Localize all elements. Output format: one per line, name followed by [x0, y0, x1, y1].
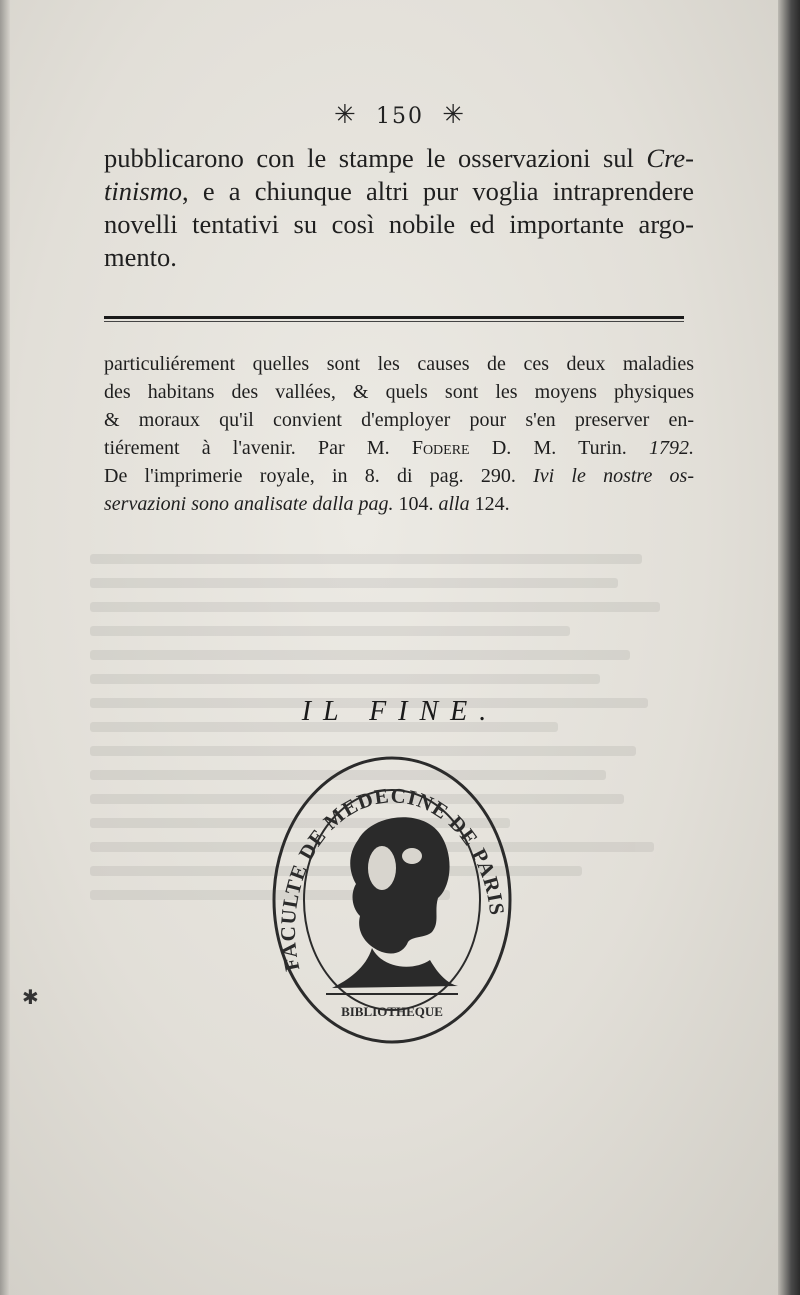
- footnote-line-1: particuliérement quelles sont les causes de ces deux maladies: [104, 353, 694, 375]
- fn4-a: tiérement à l'avenir. Par M.: [104, 437, 412, 459]
- body-line-4: mento.: [104, 242, 177, 272]
- footnote-line-4: [104, 434, 694, 462]
- page-left-edge: [0, 0, 10, 1295]
- margin-speck: ✱: [22, 985, 39, 1009]
- fn6-italic-2: alla: [438, 493, 470, 515]
- il-fine-heading: IL FINE.: [301, 696, 499, 727]
- svg-text:FACULTE DE MEDECINE DE PARIS: FACULTE DE MEDECINE DE PARIS: [275, 783, 510, 974]
- library-stamp: [262, 748, 522, 1048]
- ornament-star-right: ✳: [442, 100, 467, 130]
- page-number: 150: [376, 104, 424, 129]
- body-line-1: pubblicarono con le stampe le osservazioni sul Cre-: [104, 143, 694, 173]
- fn5-a: De l'imprimerie royale, in 8. di pag. 290.: [104, 465, 534, 487]
- footnote-line-3: & moraux qu'il convient d'employer pour s'en preserver en-: [104, 409, 694, 431]
- fn5-italic: Ivi le nostre os-: [533, 465, 694, 487]
- svg-text:BIBLIOTHEQUE: BIBLIOTHEQUE: [341, 1004, 443, 1019]
- bust-portrait: [332, 817, 458, 988]
- page-right-edge-shadow: [778, 0, 800, 1295]
- footnote-line-5: [104, 462, 694, 490]
- year: 1792.: [649, 437, 694, 459]
- footnote-rule: [104, 316, 684, 319]
- body-line-3: novelli tentativi su così nobile ed importante argo-: [104, 209, 694, 239]
- fn6-b: 124.: [469, 493, 510, 515]
- italic-word-cre: Cre-: [646, 143, 694, 173]
- stamp-icon: [262, 748, 522, 1048]
- italic-word-tinismo: tinismo: [104, 176, 183, 206]
- ornament-star-left: ✳: [333, 100, 358, 130]
- footnote-line-6: [104, 490, 694, 518]
- footnote-line-2: des habitans des vallées, & quels sont les moyens physiques: [104, 381, 694, 403]
- fn4-b: D. M. Turin.: [469, 437, 649, 459]
- author-name: Fodere: [411, 437, 470, 459]
- footnote: [104, 350, 694, 518]
- page-header: [0, 100, 800, 130]
- footnote-rule-thin: [104, 321, 684, 322]
- body-line-2: tinismo, e a chiunque altri pur voglia intraprendere: [104, 176, 694, 206]
- fn6-italic-1: servazioni sono analisate dalla pag.: [104, 493, 394, 515]
- main-paragraph: [104, 142, 694, 274]
- fn6-a: 104.: [393, 493, 439, 515]
